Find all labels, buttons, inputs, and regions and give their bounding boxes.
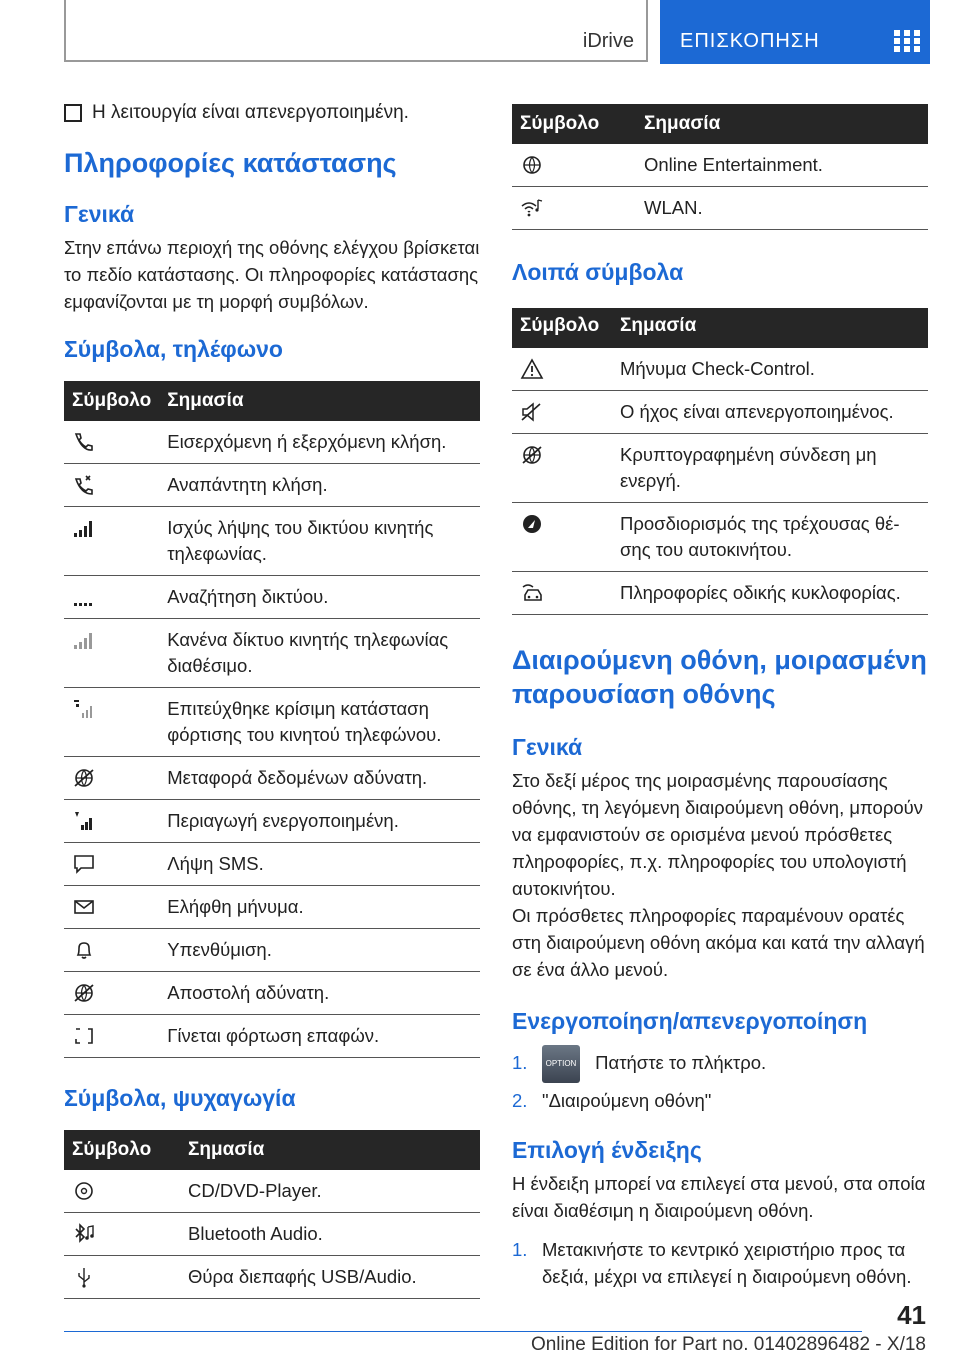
col-symbol: Σύμβολο xyxy=(64,381,159,421)
header-box xyxy=(64,0,648,62)
row-text: Επιτεύχθηκε κρίσιμη κατάσταση φόρτισης του κινητού τηλεφώνου. xyxy=(159,688,480,757)
col-symbol: Σύμβολο xyxy=(512,308,612,348)
row-text: Περιαγωγή ενεργοποιημένη. xyxy=(159,800,480,843)
other-symbols-table xyxy=(512,308,928,615)
table-row xyxy=(512,503,928,572)
encrypted-off-icon xyxy=(520,444,544,466)
row-text: WLAN. xyxy=(636,187,928,230)
row-text: Ελήφθη μήνυμα. xyxy=(159,886,480,929)
tab-overview[interactable] xyxy=(660,0,930,64)
heading-activate: Ενεργοποίηση/απενεργοποίηση xyxy=(512,1008,868,1034)
table-row xyxy=(64,843,480,886)
location-icon xyxy=(520,513,544,535)
table-row xyxy=(64,757,480,800)
step-number: 2. xyxy=(512,1090,528,1112)
activate-steps xyxy=(512,1043,928,1114)
heading-split-screen: Διαιρούμενη οθόνη, μοιρασμένη παρουσίαση οθόνης xyxy=(512,645,927,709)
table-row xyxy=(64,688,480,757)
col-symbol: Σύμβολο xyxy=(64,1130,180,1170)
col-meaning: Σημασία xyxy=(159,381,480,421)
status-line xyxy=(64,102,480,124)
footer-edition: Online Edition for Part no. 01402896482 - X/18 xyxy=(530,1334,926,1355)
roaming-icon xyxy=(72,810,96,832)
row-text: Online Entertainment. xyxy=(636,144,928,187)
network-search-icon xyxy=(72,586,96,608)
row-text: Ο ήχος είναι απενεργοποιημένος. xyxy=(612,391,928,434)
check-control-icon xyxy=(520,358,544,380)
table-row xyxy=(64,1170,480,1213)
grid-icon xyxy=(894,30,920,52)
bluetooth-audio-icon xyxy=(72,1223,96,1245)
sms-icon xyxy=(72,853,96,875)
table-row xyxy=(64,507,480,576)
table-row xyxy=(64,929,480,972)
table-row xyxy=(64,421,480,464)
col-symbol: Σύμβολο xyxy=(512,104,636,144)
footer-divider xyxy=(64,1331,862,1332)
split-screen-text-1: Στο δεξί μέρος της μοιρασμένης παρουσίασης οθόνης, τη λεγόμενη διαιρούμενη οθόνη, μπορούν να εμφανιστούν σε ορισμένα μενού πρόσθετες πληροφορίες, π.χ. πληροφορίες του υπολογιστή αυτοκινήτου. xyxy=(512,770,924,899)
no-network-icon xyxy=(72,629,96,651)
list-item xyxy=(512,1043,928,1083)
row-text: Υπενθύμιση. xyxy=(159,929,480,972)
row-text: Μεταφορά δεδομένων αδύνατη. xyxy=(159,757,480,800)
table-row xyxy=(64,464,480,507)
list-item xyxy=(512,1087,928,1114)
row-text: Κανένα δίκτυο κινητής τηλεφωνίας διαθέσιμο. xyxy=(159,619,480,688)
entertainment-symbols-table xyxy=(64,1130,480,1299)
battery-critical-icon xyxy=(72,698,96,720)
online-entertainment-icon xyxy=(520,154,544,176)
heading-entertainment-symbols: Σύμβολα, ψυχαγωγία xyxy=(64,1085,296,1111)
status-text: Η λειτουργία είναι απενεργοποιημένη. xyxy=(92,102,409,123)
col-meaning: Σημασία xyxy=(636,104,928,144)
entertainment-symbols-table-cont xyxy=(512,104,928,230)
table-row xyxy=(64,972,480,1015)
step-text: Πατήστε το πλήκτρο. xyxy=(595,1052,767,1073)
row-text: Bluetooth Audio. xyxy=(180,1213,480,1256)
table-row xyxy=(64,1015,480,1058)
mute-icon xyxy=(520,401,544,423)
contacts-loading-icon xyxy=(72,1025,96,1047)
signal-strength-icon xyxy=(72,517,96,539)
row-text: Αποστολή αδύνατη. xyxy=(159,972,480,1015)
table-row xyxy=(64,576,480,619)
row-text: Λήψη SMS. xyxy=(159,843,480,886)
page-header xyxy=(64,0,930,64)
section-label: iDrive xyxy=(582,30,634,52)
split-screen-text-2: Οι πρόσθετες πληροφορίες παραμένουν ορατές στη διαιρούμενη οθόνη ακόμα και κατά την αλλαγή σε ένα άλλο μενού. xyxy=(512,905,925,980)
row-text: Θύρα διεπαφής USB/Audio. xyxy=(180,1256,480,1299)
wlan-icon xyxy=(520,197,544,219)
step-number: 1. xyxy=(512,1239,528,1261)
row-text: CD/DVD-Player. xyxy=(180,1170,480,1213)
row-text: Ισχύς λήψης του δικτύου κινητής τηλεφωνίας. xyxy=(159,507,480,576)
heading-general: Γενικά xyxy=(512,734,583,760)
tab-overview-label: ΕΠΙΣΚΟΠΗΣΗ xyxy=(680,30,820,52)
row-text: Αναζήτηση δικτύου. xyxy=(159,576,480,619)
step-text: Μετακινήστε το κεντρικό χειριστήριο προς τα δεξιά, μέχρι να επιλεγεί η διαιρούμενη οθόνη. xyxy=(542,1239,912,1288)
table-row xyxy=(512,187,928,230)
email-icon xyxy=(72,896,96,918)
heading-other-symbols: Λοιπά σύμβολα xyxy=(512,259,684,285)
table-row xyxy=(512,348,928,391)
table-row xyxy=(512,434,928,503)
row-text: Εισερχόμενη ή εξερχόμενη κλήση. xyxy=(159,421,480,464)
option-button-icon: OPTION xyxy=(542,1045,580,1083)
heading-general: Γενικά xyxy=(64,201,135,227)
table-row xyxy=(64,800,480,843)
phone-call-icon xyxy=(72,431,96,453)
traffic-info-icon xyxy=(520,582,544,604)
step-text: "Διαιρούμενη οθόνη" xyxy=(542,1090,712,1112)
row-text: Αναπάντητη κλήση. xyxy=(159,464,480,507)
left-column xyxy=(64,96,480,1299)
usb-icon xyxy=(72,1266,96,1288)
heading-status-info: Πληροφορίες κατάστασης xyxy=(64,148,397,178)
row-text: Μήνυμα Check-Control. xyxy=(612,348,928,391)
table-row xyxy=(64,1213,480,1256)
heading-select-display: Επιλογή ένδειξης xyxy=(512,1137,702,1164)
phone-symbols-table xyxy=(64,381,480,1058)
cd-dvd-icon xyxy=(72,1180,96,1202)
col-meaning: Σημασία xyxy=(612,308,928,348)
row-text: Προσδιορισμός της τρέχουσας θέσης του αυτοκινήτου. xyxy=(612,503,928,572)
col-meaning: Σημασία xyxy=(180,1130,480,1170)
heading-phone-symbols: Σύμβολα, τηλέφωνο xyxy=(64,336,283,362)
list-item xyxy=(512,1236,928,1290)
table-row xyxy=(64,886,480,929)
step-number: 1. xyxy=(512,1052,528,1073)
row-text: Πληροφορίες οδικής κυκλοφορίας. xyxy=(612,572,928,615)
table-row xyxy=(512,572,928,615)
general-text: Στην επάνω περιοχή της οθόνης ελέγχου βρίσκεται το πεδίο κατάστασης. Οι πληροφορίες κατάστασης εμφανίζονται με τη μορφή συμβόλων. xyxy=(64,237,480,312)
reminder-bell-icon xyxy=(72,939,96,961)
table-row xyxy=(64,1256,480,1299)
right-column xyxy=(512,86,928,1294)
send-failed-icon xyxy=(72,982,96,1004)
table-row xyxy=(512,391,928,434)
missed-call-icon xyxy=(72,474,96,496)
data-unavailable-icon xyxy=(72,767,96,789)
checkbox-icon xyxy=(64,104,82,122)
row-text: Γίνεται φόρτωση επαφών. xyxy=(159,1015,480,1058)
select-steps xyxy=(512,1236,928,1290)
page-number: 41 xyxy=(897,1300,926,1330)
table-row xyxy=(512,144,928,187)
select-display-text: Η ένδειξη μπορεί να επιλεγεί στα μενού, στα οποία είναι διαθέσιμη η διαιρούμενη οθόνη. xyxy=(512,1173,926,1222)
row-text: Κρυπτογραφημένη σύνδεση μη ενεργή. xyxy=(612,434,928,503)
table-row xyxy=(64,619,480,688)
